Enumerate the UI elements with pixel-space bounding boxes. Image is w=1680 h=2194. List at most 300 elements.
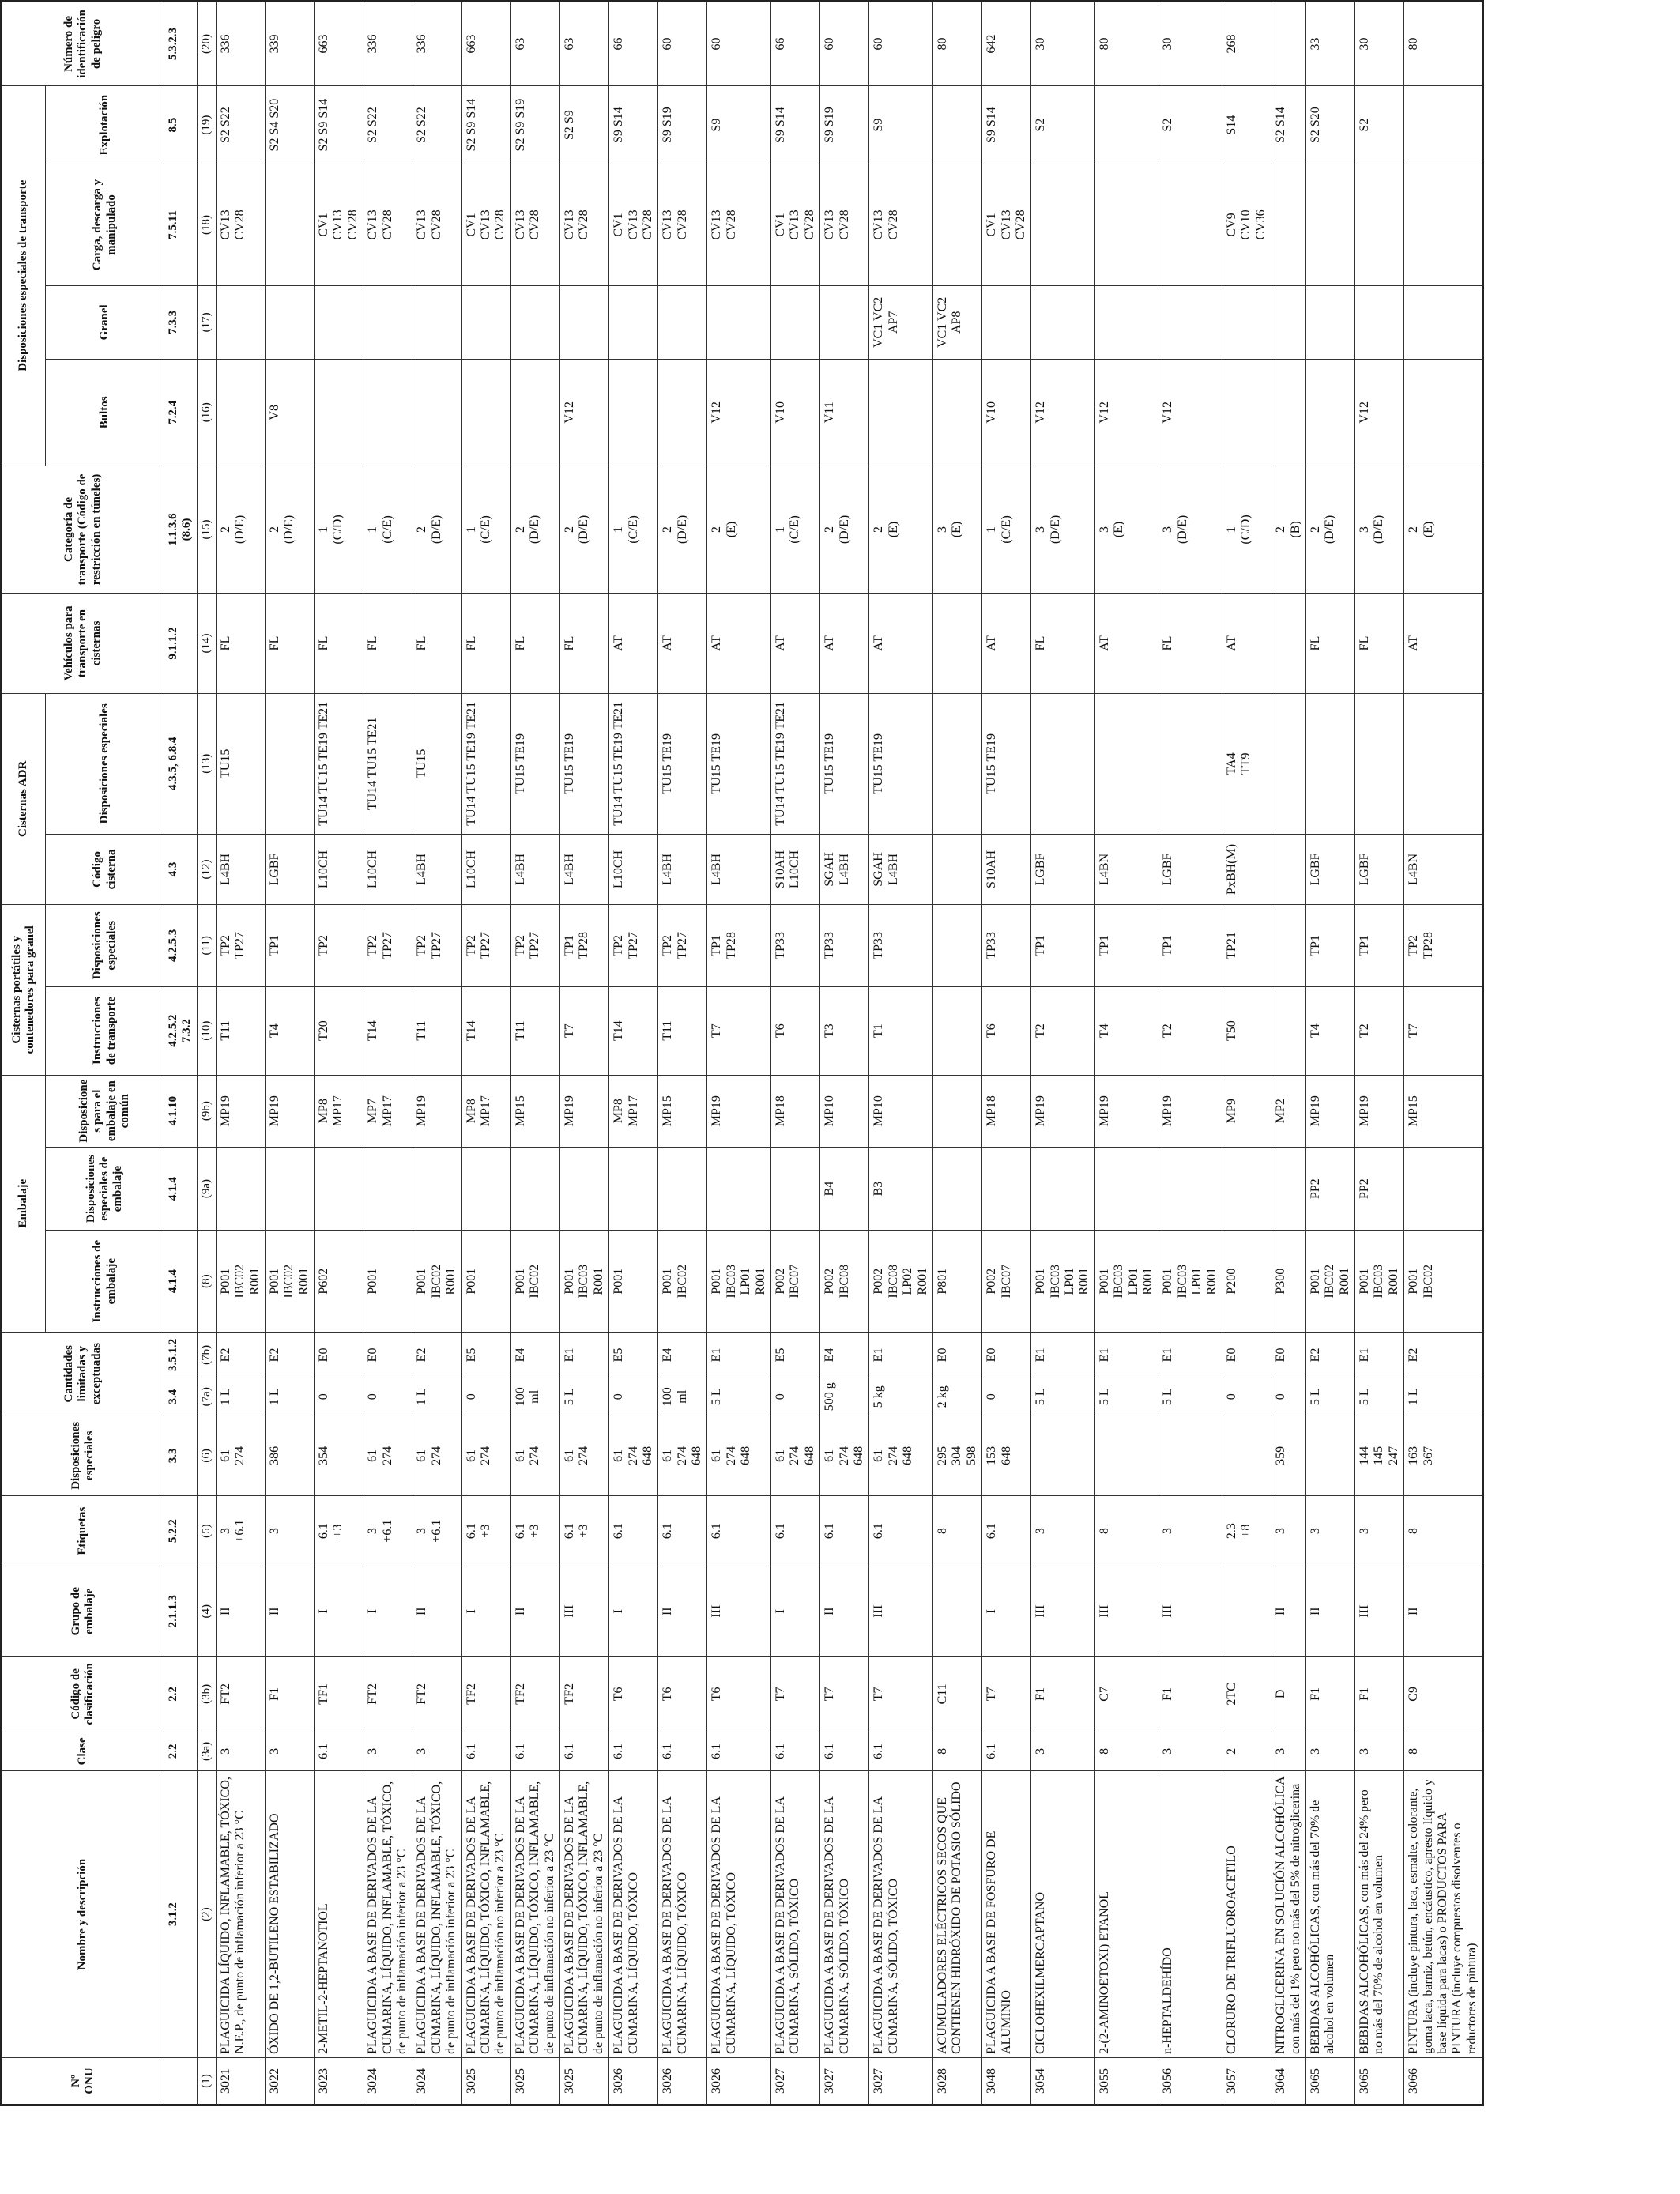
cell: 3022 [265, 2057, 314, 2105]
cell: 3 (D/E) [1355, 466, 1404, 594]
table-row [1305, 2, 1354, 2105]
cell: 0 [771, 1378, 820, 1416]
cell: 30 [1355, 2, 1404, 86]
cell: MP8 MP17 [461, 1075, 510, 1147]
cell: 3065 [1305, 2057, 1354, 2105]
cell: LGBF [1355, 834, 1404, 904]
cell: TU15 [216, 693, 265, 834]
cell: MP19 [265, 1075, 314, 1147]
cell: S2 S9 S14 [461, 85, 510, 164]
cell: TP1 [1355, 905, 1404, 987]
cell [1355, 285, 1404, 359]
cell: S2 [1355, 85, 1404, 164]
cell: II [820, 1566, 869, 1657]
cell [412, 359, 461, 466]
cell: 3 (D/E) [1158, 466, 1222, 594]
cell: 3028 [932, 2057, 981, 2105]
cell: (4) [197, 1566, 216, 1657]
cell: 7.3.3 [164, 285, 198, 359]
cell: III [1094, 1566, 1158, 1657]
table-body [164, 2, 1483, 2105]
cell: T7 [982, 1657, 1031, 1732]
cell: MP9 [1222, 1075, 1271, 1147]
cell: L10CH [461, 834, 510, 904]
cell: I [771, 1566, 820, 1657]
cell: 3025 [461, 2057, 510, 2105]
cell: TP33 [982, 905, 1031, 987]
table-row [609, 2, 658, 2105]
cell: 3025 [510, 2057, 559, 2105]
cell: TU14 TU15 TE21 [363, 693, 412, 834]
header-portable-tanks: Cisternas portátiles y contenedores para granel [2, 905, 46, 1076]
cell: I [461, 1566, 510, 1657]
cell [658, 1147, 707, 1231]
cell: 6.1 [707, 1496, 771, 1566]
cell: III [1031, 1566, 1095, 1657]
cell: (13) [197, 693, 216, 834]
cell [559, 1147, 608, 1231]
cell: 5 L [707, 1378, 771, 1416]
cell: 8 [1094, 1496, 1158, 1566]
cell: 2TC [1222, 1657, 1271, 1732]
cell: L10CH [363, 834, 412, 904]
cell: S9 [707, 85, 771, 164]
cell: (3b) [197, 1657, 216, 1732]
cell: 2 (D/E) [658, 466, 707, 594]
cell [1094, 85, 1158, 164]
cell: TU15 TE19 [982, 693, 1031, 834]
cell [1271, 285, 1306, 359]
cell: TP2 TP27 [658, 905, 707, 987]
cell: 6.1 [315, 1732, 363, 1771]
cell: 642 [982, 2, 1031, 86]
cell: TP33 [820, 905, 869, 987]
cell: 5.2.2 [164, 1496, 198, 1566]
cell: FL [1158, 594, 1222, 693]
cell [932, 85, 981, 164]
cell [363, 285, 412, 359]
cell [1305, 285, 1354, 359]
cell [658, 285, 707, 359]
cell: E0 [363, 1332, 412, 1378]
cell: 61 274 648 [707, 1416, 771, 1496]
cell: 163 367 [1404, 1416, 1483, 1496]
cell: T14 [363, 986, 412, 1075]
cell: T6 [658, 1657, 707, 1732]
table-row [1222, 2, 1271, 2105]
cell [461, 359, 510, 466]
cell [1031, 1147, 1095, 1231]
cell: (6) [197, 1416, 216, 1496]
cell: PLAGUICIDA A BASE DE FOSFURO DE ALUMINIO [982, 1771, 1031, 2058]
cell: E0 [932, 1332, 981, 1378]
cell: 1 L [412, 1378, 461, 1416]
cell [932, 164, 981, 285]
cell: 6.1 +3 [315, 1496, 363, 1566]
cell: 0 [461, 1378, 510, 1416]
header-adr-special-provisions: Disposiciones especiales [46, 693, 164, 834]
cell: CV13 CV28 [869, 164, 933, 285]
cell: (7b) [197, 1332, 216, 1378]
cell: FL [412, 594, 461, 693]
cell: TP2 TP28 [1404, 905, 1483, 987]
cell: 4.1.4 [164, 1147, 198, 1231]
cell: 3026 [707, 2057, 771, 2105]
cell [216, 359, 265, 466]
cell: ÓXIDO DE 1,2-BUTILENO ESTABILIZADO [265, 1771, 314, 2058]
cell: P001 IBC02 R001 [412, 1231, 461, 1332]
cell: 1 (C/E) [363, 466, 412, 594]
cell: PLAGUICIDA A BASE DE DERIVADOS DE LA CUMARINA, SÓLIDO, TÓXICO [820, 1771, 869, 2058]
cell: V12 [559, 359, 608, 466]
cell: P001 [609, 1231, 658, 1332]
cell: P001 IBC02 [510, 1231, 559, 1332]
cell: S9 S14 [609, 85, 658, 164]
cell [1158, 1147, 1222, 1231]
cell: V10 [982, 359, 1031, 466]
cell: E0 [982, 1332, 1031, 1378]
cell: II [265, 1566, 314, 1657]
cell: PLAGUICIDA A BASE DE DERIVADOS DE LA CUMARINA, LÍQUIDO, TÓXICO [609, 1771, 658, 2058]
cell [982, 285, 1031, 359]
cell: (5) [197, 1496, 216, 1566]
cell: F1 [265, 1657, 314, 1732]
cell [932, 834, 981, 904]
cell: VC1 VC2 AP8 [932, 285, 981, 359]
cell: 2 (E) [707, 466, 771, 594]
cell: NITROGLICERINA EN SOLUCIÓN ALCOHÓLICA con más del 1% pero no más del 5% de nitroglicerina [1271, 1771, 1306, 2058]
cell: P001 IBC02 [1404, 1231, 1483, 1332]
cell: (20) [197, 2, 216, 86]
cell: 663 [315, 2, 363, 86]
cell: CV13 CV28 [707, 164, 771, 285]
cell [461, 285, 510, 359]
cell: 144 145 247 [1355, 1416, 1404, 1496]
reference-row [164, 2, 198, 2105]
cell: L4BH [412, 834, 461, 904]
cell: 61 274 648 [771, 1416, 820, 1496]
cell: TU15 TE19 [510, 693, 559, 834]
cell: E1 [1158, 1332, 1222, 1378]
cell: 6.1 [771, 1732, 820, 1771]
cell: PP2 [1305, 1147, 1354, 1231]
cell [216, 285, 265, 359]
cell [1158, 1416, 1222, 1496]
cell: (10) [197, 986, 216, 1075]
cell [707, 1147, 771, 1231]
cell [658, 359, 707, 466]
cell: 354 [315, 1416, 363, 1496]
cell: 3027 [771, 2057, 820, 2105]
cell: MP8 MP17 [315, 1075, 363, 1147]
cell [1031, 1416, 1095, 1496]
header-packing-group: Grupo de embalaje [2, 1566, 164, 1657]
cell: FL [461, 594, 510, 693]
cell: 3054 [1031, 2057, 1095, 2105]
cell: C11 [932, 1657, 981, 1732]
cell: FL [315, 594, 363, 693]
cell [461, 1147, 510, 1231]
cell [1404, 693, 1483, 834]
cell [315, 359, 363, 466]
table-row [1094, 2, 1158, 2105]
table-row [216, 2, 265, 2105]
cell: 61 274 [363, 1416, 412, 1496]
cell: TP2 TP27 [461, 905, 510, 987]
cell: T50 [1222, 986, 1271, 1075]
cell: TU14 TU15 TE19 TE21 [315, 693, 363, 834]
cell: TF1 [315, 1657, 363, 1732]
cell: 3025 [559, 2057, 608, 2105]
cell [1158, 693, 1222, 834]
cell: 66 [771, 2, 820, 86]
cell: P001 IBC02 R001 [265, 1231, 314, 1332]
cell [1404, 1147, 1483, 1231]
cell: MP19 [1305, 1075, 1354, 1147]
table-row [1271, 2, 1306, 2105]
cell: 2.3 +8 [1222, 1496, 1271, 1566]
cell [1271, 986, 1306, 1075]
cell: E0 [1222, 1332, 1271, 1378]
cell: TP2 TP27 [363, 905, 412, 987]
cell: 3 [1355, 1732, 1404, 1771]
cell: 1 (C/D) [1222, 466, 1271, 594]
cell: 6.1 [707, 1732, 771, 1771]
table-row [982, 2, 1031, 2105]
cell: I [315, 1566, 363, 1657]
cell: PLAGUICIDA A BASE DE DERIVADOS DE LA CUMARINA, LÍQUIDO, TÓXICO, INFLAMABLE, de punto de inflamación no inferior a 23 °C [510, 1771, 559, 2058]
cell: 6.1 [559, 1732, 608, 1771]
cell [315, 285, 363, 359]
cell: 61 274 [510, 1416, 559, 1496]
cell: TU15 TE19 [820, 693, 869, 834]
cell: 0 [1271, 1378, 1306, 1416]
cell: 100 ml [510, 1378, 559, 1416]
cell: AT [658, 594, 707, 693]
cell [1094, 285, 1158, 359]
cell: 30 [1158, 2, 1222, 86]
cell: II [412, 1566, 461, 1657]
cell [265, 1147, 314, 1231]
cell: MP19 [1094, 1075, 1158, 1147]
cell: F1 [1158, 1657, 1222, 1732]
header-transport-category: Categoría de transporte (Código de restricción en túneles) [2, 466, 164, 594]
cell: TU14 TU15 TE19 TE21 [771, 693, 820, 834]
column-number-row [197, 2, 216, 2105]
cell [363, 1147, 412, 1231]
cell: 6.1 +3 [461, 1496, 510, 1566]
cell: S2 [1158, 85, 1222, 164]
cell: MP18 [982, 1075, 1031, 1147]
cell: LGBF [1305, 834, 1354, 904]
cell: (3a) [197, 1732, 216, 1771]
cell: V12 [1031, 359, 1095, 466]
cell: S2 [1031, 85, 1095, 164]
cell: 3 [1305, 1496, 1354, 1566]
cell: 5 L [1158, 1378, 1222, 1416]
header-tank-special-provisions: Disposiciones especiales [46, 905, 164, 987]
cell: 61 274 648 [869, 1416, 933, 1496]
cell [1271, 834, 1306, 904]
cell: L4BH [559, 834, 608, 904]
cell: LGBF [265, 834, 314, 904]
cell: S10AH L10CH [771, 834, 820, 904]
cell: S9 S19 [820, 85, 869, 164]
cell: 2 (D/E) [559, 466, 608, 594]
table-row [412, 2, 461, 2105]
header-packing-special-provisions: Disposiciones especiales de embalaje [46, 1147, 164, 1231]
cell: 61 274 [559, 1416, 608, 1496]
cell: MP19 [1031, 1075, 1095, 1147]
cell: S9 S14 [982, 85, 1031, 164]
cell: MP15 [658, 1075, 707, 1147]
cell: AT [869, 594, 933, 693]
cell: MP15 [510, 1075, 559, 1147]
cell: 0 [315, 1378, 363, 1416]
cell: II [1404, 1566, 1483, 1657]
cell: I [982, 1566, 1031, 1657]
cell [1271, 905, 1306, 987]
cell: PLAGUICIDA A BASE DE DERIVADOS DE LA CUMARINA, LÍQUIDO, TÓXICO, INFLAMABLE, de punto de inflamación no inferior a 23 °C [461, 1771, 510, 2058]
table-row [771, 2, 820, 2105]
cell: T11 [412, 986, 461, 1075]
cell: TP33 [771, 905, 820, 987]
cell: S2 S22 [216, 85, 265, 164]
cell: 9.1.1.2 [164, 594, 198, 693]
cell [1271, 359, 1306, 466]
cell: 1 L [1404, 1378, 1483, 1416]
cell: FT2 [363, 1657, 412, 1732]
cell: AT [707, 594, 771, 693]
cell: 6.1 [658, 1496, 707, 1566]
cell [1271, 164, 1306, 285]
cell: 80 [932, 2, 981, 86]
header-tank-instructions: Instrucciones de transporte [46, 986, 164, 1075]
cell: 30 [1031, 2, 1095, 86]
cell [1404, 164, 1483, 285]
cell [412, 1147, 461, 1231]
cell: 3023 [315, 2057, 363, 2105]
cell: V12 [707, 359, 771, 466]
cell: PLAGUICIDA A BASE DE DERIVADOS DE LA CUMARINA, LÍQUIDO, TÓXICO [658, 1771, 707, 2058]
cell: CV13 CV28 [216, 164, 265, 285]
cell: TF2 [461, 1657, 510, 1732]
cell [932, 1147, 981, 1231]
cell: 3 [363, 1732, 412, 1771]
cell: 5 L [559, 1378, 608, 1416]
cell: C7 [1094, 1657, 1158, 1732]
cell [559, 285, 608, 359]
cell: BEBIDAS ALCOHÓLICAS, con más del 70% de alcohol en volumen [1305, 1771, 1354, 2058]
cell: 339 [265, 2, 314, 86]
cell: 153 648 [982, 1416, 1031, 1496]
cell: 1 (C/E) [982, 466, 1031, 594]
cell: 61 274 648 [820, 1416, 869, 1496]
cell [1305, 1416, 1354, 1496]
cell: CV13 CV28 [658, 164, 707, 285]
cell: III [1158, 1566, 1222, 1657]
cell: TF2 [510, 1657, 559, 1732]
cell: CV13 CV28 [363, 164, 412, 285]
cell [1222, 1147, 1271, 1231]
cell: n-HEPTALDEHÍDO [1158, 1771, 1222, 2058]
cell: MP19 [1355, 1075, 1404, 1147]
table-row [510, 2, 559, 2105]
cell [1094, 1147, 1158, 1231]
cell: 61 274 [412, 1416, 461, 1496]
cell: CV9 CV10 CV36 [1222, 164, 1271, 285]
cell: (14) [197, 594, 216, 693]
cell: P001 IBC03 LP01 R001 [707, 1231, 771, 1332]
table-row [559, 2, 608, 2105]
table-row [1158, 2, 1222, 2105]
cell [609, 1147, 658, 1231]
cell: L4BH [510, 834, 559, 904]
cell: MP7 MP17 [363, 1075, 412, 1147]
cell: T14 [609, 986, 658, 1075]
cell [1031, 693, 1095, 834]
cell: CV13 CV28 [412, 164, 461, 285]
cell: MP8 MP17 [609, 1075, 658, 1147]
cell: L10CH [315, 834, 363, 904]
cell: 60 [707, 2, 771, 86]
cell: E2 [265, 1332, 314, 1378]
cell [1158, 164, 1222, 285]
header-packages: Bultos [46, 359, 164, 466]
cell: 336 [363, 2, 412, 86]
cell: 5.3.2.3 [164, 2, 198, 86]
header-bulk: Granel [46, 285, 164, 359]
cell: S2 S4 S20 [265, 85, 314, 164]
cell: 3027 [869, 2057, 933, 2105]
cell: TP21 [1222, 905, 1271, 987]
cell: 61 274 648 [658, 1416, 707, 1496]
cell: S2 S22 [363, 85, 412, 164]
cell: 63 [559, 2, 608, 86]
cell [216, 1147, 265, 1231]
table-row [707, 2, 771, 2105]
cell: 1 (C/D) [315, 466, 363, 594]
cell: FT2 [216, 1657, 265, 1732]
cell: LGBF [1158, 834, 1222, 904]
cell [510, 1147, 559, 1231]
cell: FL [1031, 594, 1095, 693]
cell: T7 [707, 986, 771, 1075]
cell: III [559, 1566, 608, 1657]
cell: 6.1 [609, 1496, 658, 1566]
cell [1355, 693, 1404, 834]
cell: 2 (D/E) [216, 466, 265, 594]
cell: MP10 [869, 1075, 933, 1147]
cell: 3056 [1158, 2057, 1222, 2105]
cell [265, 693, 314, 834]
cell: (2) [197, 1771, 216, 2058]
cell: 1 (C/E) [771, 466, 820, 594]
cell: T20 [315, 986, 363, 1075]
cell: FL [1305, 594, 1354, 693]
cell [1305, 359, 1354, 466]
cell: 2-METIL-2-HEPTANOTIOL [315, 1771, 363, 2058]
cell: 2.1.1.3 [164, 1566, 198, 1657]
header-hazard-id: Número de identificación de peligro [2, 2, 164, 86]
cell: AT [820, 594, 869, 693]
cell: 61 274 [461, 1416, 510, 1496]
cell: FL [265, 594, 314, 693]
cell: MP19 [412, 1075, 461, 1147]
cell [771, 285, 820, 359]
cell: 60 [820, 2, 869, 86]
header-loading: Carga, descarga y manipulado [46, 164, 164, 285]
